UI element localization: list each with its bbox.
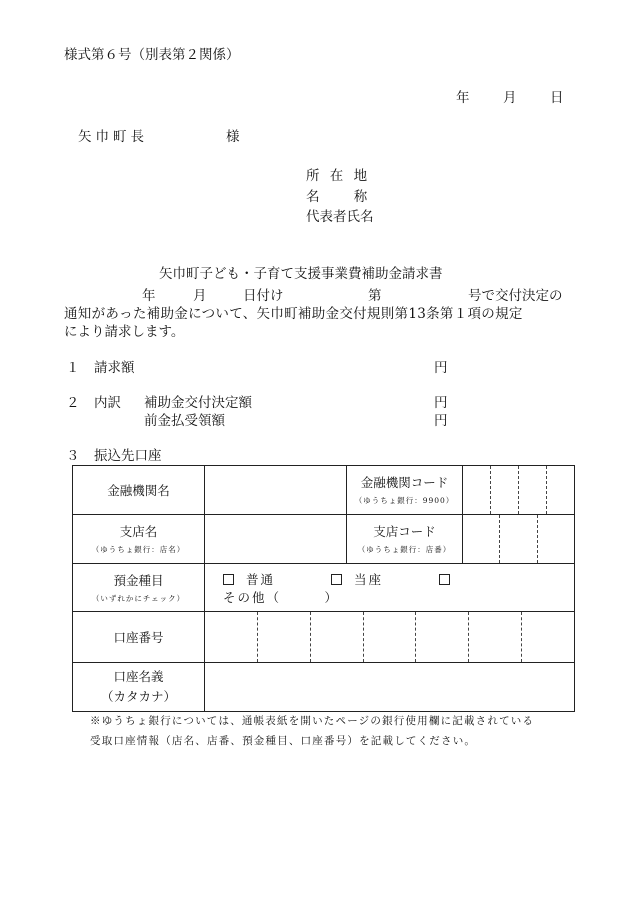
representative-label: 代表者氏名 — [306, 209, 374, 225]
account-number-digit[interactable] — [363, 612, 416, 662]
checkbox-regular[interactable] — [223, 574, 234, 585]
body-line-3: により請求します。 — [64, 324, 185, 340]
bank-name-field[interactable] — [205, 466, 347, 515]
account-number-digit[interactable] — [257, 612, 310, 662]
footnote-line-1: ※ゆうちょ銀行については、通帳表紙を開いたページの銀行使用欄に記載されている — [90, 715, 535, 727]
document-title: 矢巾町子ども・子育て支援事業費補助金請求書 — [159, 266, 443, 282]
branch-name-field[interactable] — [205, 515, 347, 564]
option-current[interactable]: 当座 — [331, 572, 383, 587]
item-2a-label: 補助金交付決定額 — [144, 395, 252, 411]
branch-note: （ゆうちょ銀行：店名） — [91, 545, 186, 555]
body-year: 年 — [142, 288, 156, 304]
branch-code-boxes[interactable] — [463, 515, 575, 564]
account-name-kana: （カタカナ） — [100, 689, 176, 704]
deposit-type-note: （いずれかにチェック） — [91, 593, 186, 603]
branch-code-digit[interactable] — [537, 515, 574, 563]
branch-code-digit[interactable] — [463, 515, 499, 563]
branch-label: 支店名 （ゆうちょ銀行：店名） — [73, 515, 205, 564]
item-2b-label: 前金払受領額 — [144, 413, 225, 429]
account-number-label: 口座番号 — [73, 612, 205, 663]
addressee: 矢巾町長 — [78, 129, 148, 145]
item-2-number: ２ — [66, 395, 80, 411]
item-2b-unit: 円 — [434, 413, 448, 429]
body-month: 月 — [193, 288, 207, 304]
item-1-label: 請求額 — [94, 360, 135, 376]
bank-code-note: （ゆうちょ銀行：9900） — [354, 496, 455, 506]
branch-code-label: 支店コード （ゆうちょ銀行：店番） — [347, 515, 463, 564]
item-1-number: １ — [66, 360, 80, 376]
account-number-boxes[interactable] — [205, 612, 575, 663]
account-number-digit[interactable] — [521, 612, 574, 662]
bank-code-digit[interactable] — [546, 466, 574, 514]
deposit-type-options — [205, 564, 575, 612]
item-2a-unit: 円 — [434, 395, 448, 411]
bank-account-table — [72, 465, 575, 712]
date-year: 年 — [456, 90, 470, 106]
account-name-label: 口座名義 （カタカナ） — [73, 663, 205, 712]
footnote-line-2: 受取口座情報（店名、店番、預金種目、口座番号）を記載してください。 — [90, 735, 477, 747]
branch-code-note: （ゆうちょ銀行：店番） — [357, 545, 452, 555]
date-month: 月 — [503, 90, 517, 106]
checkbox-other[interactable] — [439, 574, 450, 585]
item-3-label: 振込先口座 — [94, 448, 162, 464]
branch-code-digit[interactable] — [499, 515, 536, 563]
name-label: 名 称 — [306, 189, 368, 205]
option-regular[interactable]: 普通 — [223, 572, 275, 587]
account-name-field[interactable] — [205, 663, 575, 712]
bank-code-digit[interactable] — [463, 466, 490, 514]
bank-code-label: 金融機関コード （ゆうちょ銀行：9900） — [347, 466, 463, 515]
option-other[interactable]: その他（ ） — [223, 572, 462, 605]
item-1-unit: 円 — [434, 360, 448, 376]
account-number-digit[interactable] — [415, 612, 468, 662]
bank-code-digit[interactable] — [518, 466, 546, 514]
account-number-digit[interactable] — [205, 612, 257, 662]
account-number-digit[interactable] — [468, 612, 521, 662]
checkbox-current[interactable] — [331, 574, 342, 585]
addressee-honorific: 様 — [226, 129, 240, 145]
body-dated: 日付け — [243, 288, 284, 304]
body-line-2: 通知があった補助金について、矢巾町補助金交付規則第13条第１項の規定 — [64, 306, 523, 322]
item-3-number: ３ — [66, 448, 80, 464]
form-number: 様式第６号（別表第２関係） — [64, 47, 240, 63]
bank-code-boxes[interactable] — [463, 466, 575, 515]
body-no-suffix: 号で交付決定の — [468, 288, 563, 304]
bank-code-digit[interactable] — [490, 466, 518, 514]
body-no-prefix: 第 — [368, 288, 382, 304]
deposit-type-label: 預金種目 （いずれかにチェック） — [73, 564, 205, 612]
item-2-label: 内訳 — [94, 395, 121, 411]
address-label: 所 在 地 — [306, 168, 371, 184]
date-day: 日 — [550, 90, 564, 106]
account-number-digit[interactable] — [310, 612, 363, 662]
bank-name-label: 金融機関名 — [73, 466, 205, 515]
